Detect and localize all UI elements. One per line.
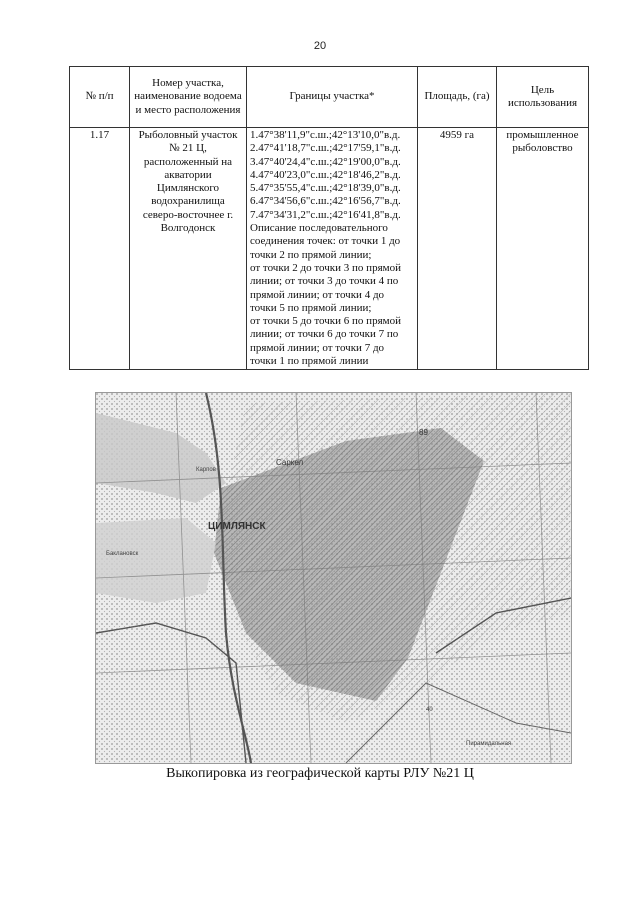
description-line: точки 1 по прямой линии xyxy=(250,355,369,368)
table-row xyxy=(70,128,589,370)
coord-line: 3.47°40'24,4"с.ш.;42°19'00,0"в.д. xyxy=(250,155,401,168)
header-area: Площадь, (га) xyxy=(418,67,497,128)
coord-line: 1.47°38'11,9"с.ш.;42°13'10,0"в.д. xyxy=(250,129,401,141)
marker-label: 89 xyxy=(419,428,428,437)
header-purpose: Цель использования xyxy=(497,67,589,128)
row-area: 4959 га xyxy=(418,128,497,370)
coord-line: 2.47°41'18,7"с.ш.;42°17'59,1"в.д. xyxy=(250,142,401,155)
header-name: Номер участка, наименование водоема и место расположения xyxy=(130,67,247,128)
header-bounds: Границы участка* xyxy=(247,67,418,128)
row-site-name: Рыболовный участок № 21 Ц, расположенный на акватории Цимлянского водохранилища северо-восточнее г. Волгодонск xyxy=(130,128,247,370)
description-line: точки 2 по прямой линии; xyxy=(250,248,372,261)
description-line: линии; от точки 3 до точки 4 по xyxy=(250,275,399,288)
row-bounds xyxy=(247,128,418,370)
map-excerpt xyxy=(95,392,572,764)
coord-line: 4.47°40'23,0"с.ш.;42°18'46,2"в.д. xyxy=(250,168,401,181)
fishing-site-table xyxy=(69,66,589,370)
description-line: линии; от точки 6 до точки 7 по xyxy=(250,328,399,341)
row-num: 1.17 xyxy=(70,128,130,370)
map-label: Пирамидальная xyxy=(466,741,512,747)
row-purpose: промышленное рыболовство xyxy=(497,128,589,370)
map-label: Баклановск xyxy=(106,551,139,557)
coord-line: 6.47°34'56,6"с.ш.;42°16'56,7"в.д. xyxy=(250,195,401,208)
table-header-row xyxy=(70,67,589,128)
page-number: 20 xyxy=(313,40,327,52)
village-label: Саркел xyxy=(276,458,304,467)
map-label: Карпов xyxy=(196,467,216,473)
description-line: прямой линии; от точки 4 до xyxy=(250,288,385,301)
settlement-area xyxy=(96,518,216,603)
map-caption: Выкопировка из географической карты РЛУ №21 Ц xyxy=(166,766,474,781)
map-svg xyxy=(96,393,571,763)
map-label: 40 xyxy=(426,707,433,713)
description-line: Описание последовательного xyxy=(250,222,388,235)
header-num: № п/п xyxy=(70,67,130,128)
city-label: ЦИМЛЯНСК xyxy=(208,521,266,532)
description-line: от точки 5 до точки 6 по прямой xyxy=(250,315,401,328)
coord-line: 5.47°35'55,4"с.ш.;42°18'39,0"в.д. xyxy=(250,182,401,195)
description-line: точки 5 по прямой линии; xyxy=(250,301,372,314)
description-line: прямой линии; от точки 7 до xyxy=(250,341,385,354)
coord-line: 7.47°34'31,2"с.ш.;42°16'41,8"в.д. xyxy=(250,208,401,221)
description-line: соединения точек: от точки 1 до xyxy=(250,235,401,248)
description-line: от точки 2 до точки 3 по прямой xyxy=(250,261,401,274)
